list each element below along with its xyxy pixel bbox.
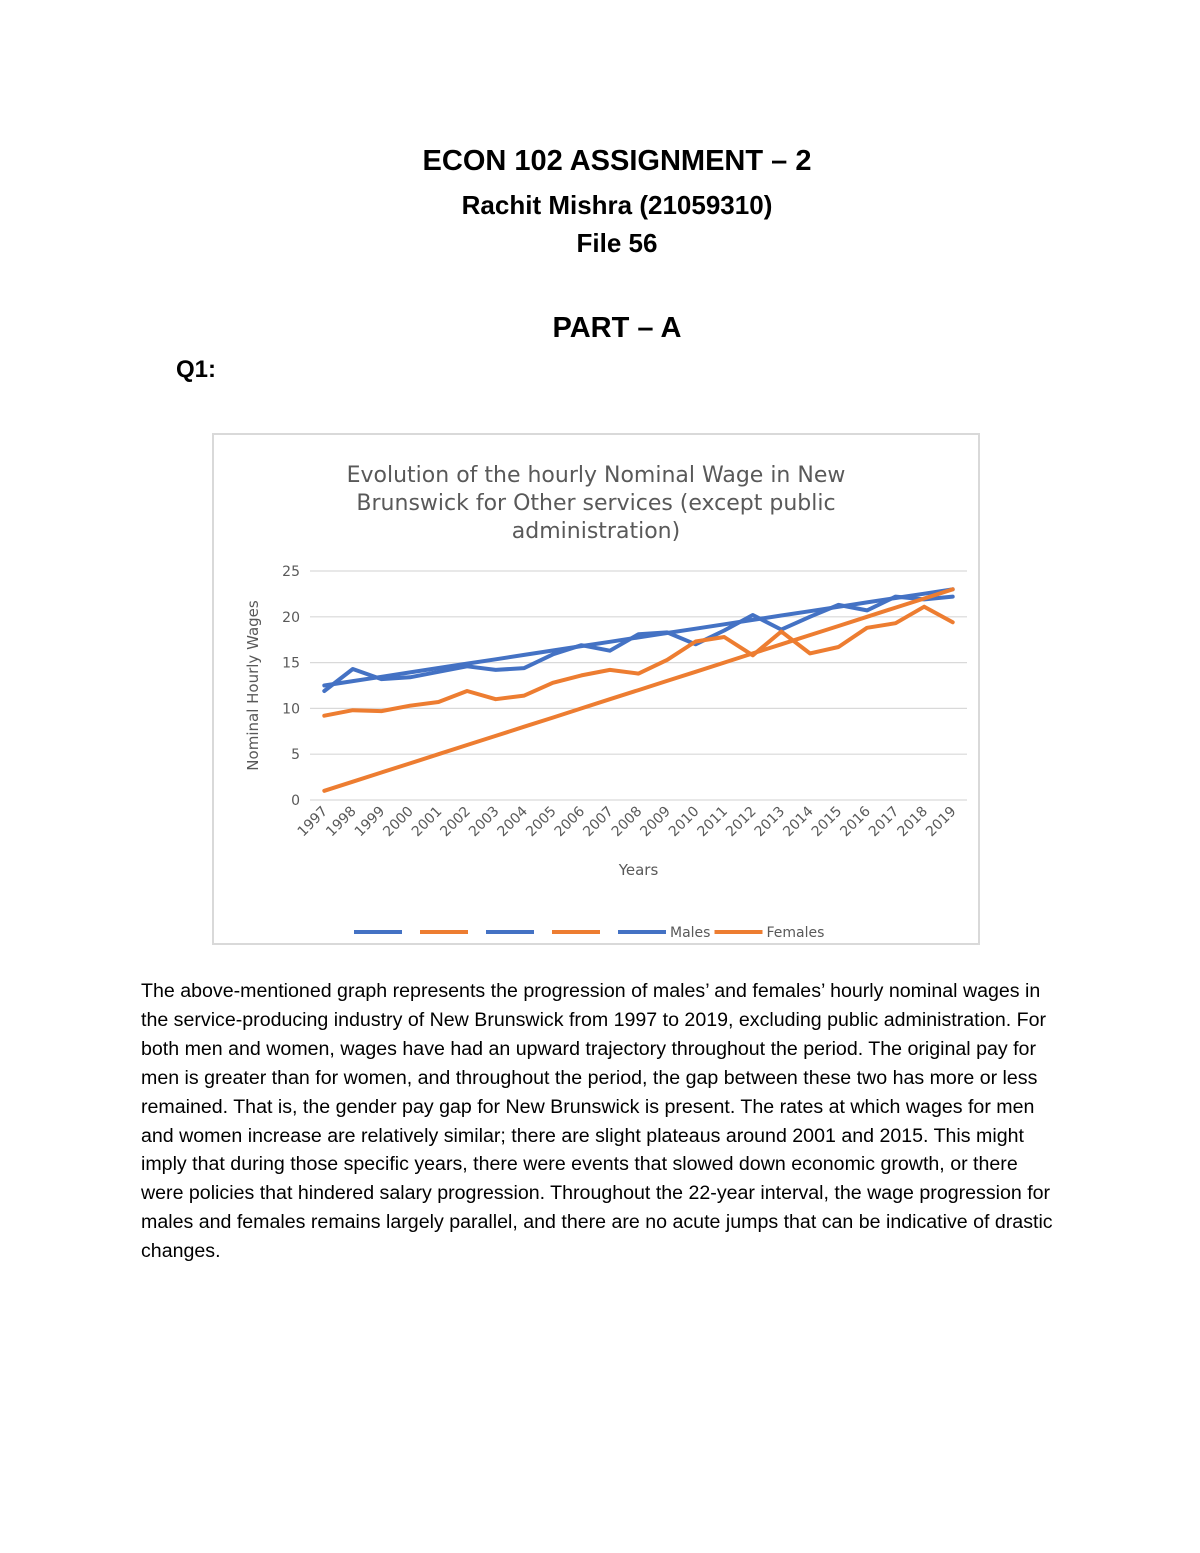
data-point-linear-females [723, 661, 726, 664]
data-point-males [608, 649, 611, 652]
x-tick-label: 2004 [494, 803, 532, 841]
x-axis-label: Years [618, 861, 659, 879]
y-tick-label: 10 [282, 701, 300, 718]
y-tick-label: 20 [282, 609, 300, 626]
data-point-females [923, 605, 926, 608]
data-point-linear-males [666, 632, 669, 635]
data-point-linear-females [494, 734, 497, 737]
data-point-males [494, 668, 497, 671]
data-point-linear-females [751, 652, 754, 655]
x-tick-label: 2016 [837, 803, 874, 841]
y-tick-label: 0 [291, 793, 300, 809]
data-point-linear-females [951, 588, 954, 591]
data-point-linear-males [323, 684, 326, 687]
data-point-linear-males [351, 680, 354, 683]
x-tick-label: 2005 [523, 803, 560, 841]
x-tick-label: 2007 [580, 803, 617, 841]
x-tick-label: 2006 [551, 803, 589, 841]
data-point-linear-males [780, 614, 783, 617]
data-point-linear-females [323, 789, 326, 792]
data-point-linear-males [551, 649, 554, 652]
data-point-linear-males [866, 601, 869, 604]
data-point-linear-males [523, 653, 526, 656]
data-point-linear-males [808, 610, 811, 613]
x-tick-label: 2009 [637, 803, 674, 841]
data-point-males [523, 667, 526, 670]
legend-label: Females [766, 925, 825, 941]
file-number: File 56 [576, 228, 658, 258]
data-point-males [408, 676, 411, 679]
data-point-females [866, 626, 869, 629]
x-tick-label: 2008 [608, 803, 646, 841]
data-point-males [323, 689, 326, 692]
chart-title-line: administration) [511, 519, 681, 544]
data-point-linear-females [808, 634, 811, 637]
x-tick-label: 2000 [380, 803, 417, 841]
data-point-females [323, 714, 326, 717]
data-point-males [808, 615, 811, 618]
data-point-linear-females [923, 597, 926, 600]
data-point-linear-females [894, 606, 897, 609]
x-tick-label: 2010 [665, 803, 703, 841]
x-tick-label: 2011 [694, 803, 732, 841]
series-line-males [324, 597, 952, 691]
data-point-linear-females [637, 689, 640, 692]
data-point-females [951, 621, 954, 624]
x-tick-label: 2017 [865, 803, 903, 841]
data-point-males [723, 629, 726, 632]
data-point-linear-males [751, 618, 754, 621]
data-point-females [523, 694, 526, 697]
chart-title-line: Evolution of the hourly Nominal Wage in New [346, 463, 846, 488]
data-point-linear-females [837, 624, 840, 627]
y-axis-label: Nominal Hourly Wages [244, 600, 262, 771]
data-point-linear-females [866, 615, 869, 618]
y-tick-label: 25 [282, 564, 300, 580]
data-point-females [723, 635, 726, 638]
data-point-females [808, 652, 811, 655]
chart-title-line: Brunswick for Other services (except public [356, 491, 836, 516]
data-point-linear-females [666, 679, 669, 682]
question-label: Q1: [176, 356, 217, 383]
data-point-linear-males [408, 671, 411, 674]
data-point-linear-males [380, 675, 383, 678]
data-point-linear-females [380, 771, 383, 774]
chart-svg [214, 435, 978, 943]
x-tick-label: 1999 [351, 803, 389, 841]
document-title: ECON 102 ASSIGNMENT – 2 [422, 145, 812, 177]
x-tick-label: 2014 [780, 803, 817, 841]
data-point-females [608, 668, 611, 671]
legend-label: Males [670, 925, 711, 941]
x-tick-label: 2001 [408, 803, 446, 841]
data-point-linear-females [694, 670, 697, 673]
y-tick-label: 5 [291, 747, 300, 764]
data-point-females [666, 658, 669, 661]
data-point-females [637, 672, 640, 675]
data-point-females [694, 640, 697, 643]
data-point-linear-males [923, 592, 926, 595]
data-point-linear-females [466, 744, 469, 747]
data-point-linear-males [608, 640, 611, 643]
x-tick-label: 2002 [437, 803, 474, 841]
x-tick-label: 2013 [751, 803, 789, 841]
data-point-females [351, 709, 354, 712]
data-point-linear-males [437, 667, 440, 670]
data-point-males [437, 670, 440, 673]
data-point-females [494, 698, 497, 701]
data-point-males [351, 668, 354, 671]
data-point-linear-females [351, 780, 354, 783]
data-point-linear-females [551, 716, 554, 719]
part-heading: PART – A [552, 312, 682, 344]
data-point-linear-males [894, 597, 897, 600]
x-tick-label: 2012 [723, 803, 760, 841]
x-tick-label: 1997 [294, 803, 332, 841]
data-point-males [951, 595, 954, 598]
data-point-linear-males [637, 636, 640, 639]
data-point-females [380, 710, 383, 713]
x-tick-label: 1998 [323, 803, 360, 841]
author-line: Rachit Mishra (21059310) [461, 190, 773, 220]
data-point-linear-females [580, 707, 583, 710]
data-point-females [466, 689, 469, 692]
x-tick-label: 2003 [465, 803, 503, 841]
data-point-linear-females [437, 753, 440, 756]
data-point-females [580, 674, 583, 677]
analysis-paragraph: The above-mentioned graph represents the progression of males’ and females’ hourly nominal wages in the service-producing industry of New Brunswick from 1997 to 2019, excluding public administration. For both men and women, wages have had an upward trajectory throughout the period. The original pay for men is greater than for women, and throughout the period, the gap between these two has more or less remained. That is, the gender pay gap for New Brunswick is present. The rates at which wages for men and women increase are relatively similar; there are slight plateaus around 2001 and 2015. This might imply that during those specific years, there were events that slowed down economic growth, or there were policies that hindered salary progression. Throughout the 22-year interval, the wage progression for males and females remains largely parallel, and there are no acute jumps that can be indicative of drastic changes. [141, 980, 1053, 1263]
data-point-females [551, 681, 554, 684]
data-point-males [866, 609, 869, 612]
series-line-females [324, 607, 952, 716]
data-point-linear-females [523, 725, 526, 728]
data-point-males [751, 613, 754, 616]
x-tick-label: 2015 [808, 803, 846, 841]
y-tick-label: 15 [282, 655, 300, 672]
data-point-linear-males [580, 645, 583, 648]
wage-chart [212, 433, 980, 945]
data-point-linear-males [494, 658, 497, 661]
data-point-linear-females [780, 643, 783, 646]
data-point-linear-males [694, 627, 697, 630]
data-point-linear-females [608, 698, 611, 701]
data-point-linear-males [466, 662, 469, 665]
data-point-males [551, 653, 554, 656]
x-tick-label: 2018 [894, 803, 931, 841]
data-point-linear-males [723, 623, 726, 626]
data-point-females [408, 704, 411, 707]
data-point-females [837, 646, 840, 649]
x-tick-label: 2019 [923, 803, 960, 841]
data-point-females [780, 630, 783, 633]
data-point-linear-females [408, 762, 411, 765]
data-point-linear-males [837, 605, 840, 608]
data-point-females [437, 700, 440, 703]
data-point-females [894, 622, 897, 625]
